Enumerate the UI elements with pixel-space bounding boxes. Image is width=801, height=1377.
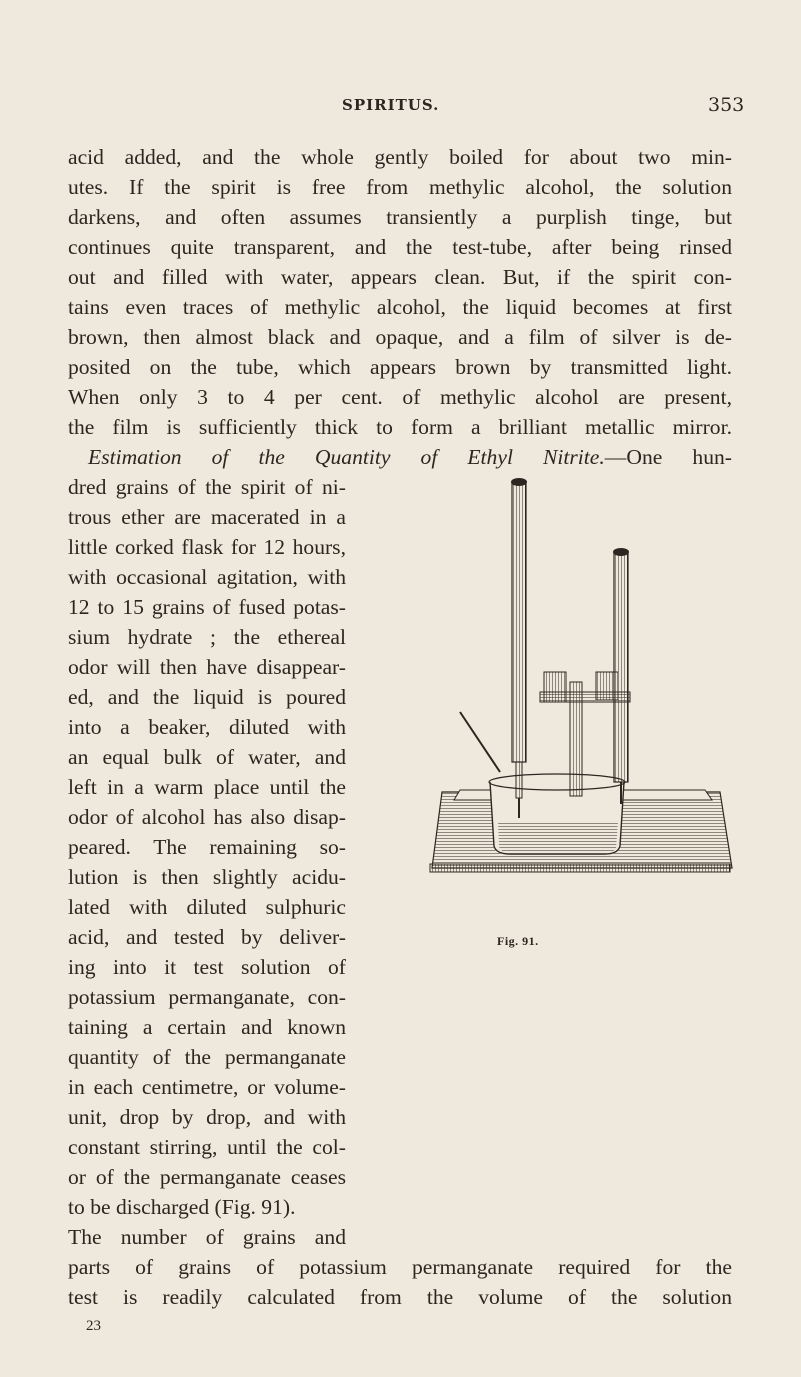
text-line: or of the permanganate ceases [68, 1165, 346, 1189]
text-line: into a beaker, diluted with [68, 715, 346, 739]
right-burette [596, 548, 629, 804]
signature-mark: 23 [86, 1318, 101, 1334]
text-line: in each centimetre, or volume- [68, 1075, 346, 1099]
text-line: The number of grains and [68, 1225, 346, 1249]
text-line: continues quite transparent, and the test-tube, after being rinsed [68, 235, 732, 259]
running-title: SPIRITUS. [342, 96, 440, 114]
text-line: out and filled with water, appears clean. But, if the spirit con- [68, 265, 732, 289]
text-line: acid, and tested by deliver- [68, 925, 346, 949]
text-line: posited on the tube, which appears brown by transmitted light. [68, 355, 732, 379]
text-line: darkens, and often assumes transiently a purplish tinge, but [68, 205, 732, 229]
text-line: constant stirring, until the col- [68, 1135, 346, 1159]
section-lead: —One hun- [604, 445, 732, 469]
text-line: odor of alcohol has also disap- [68, 805, 346, 829]
text-line: dred grains of the spirit of ni- [68, 475, 346, 499]
text-line: odor will then have disappear- [68, 655, 346, 679]
section-heading: Estimation of the Quantity of Ethyl Nitrite. [88, 445, 605, 469]
text-line: with occasional agitation, with [68, 565, 346, 589]
text-line: an equal bulk of water, and [68, 745, 346, 769]
text-line: lated with diluted sulphuric [68, 895, 346, 919]
beaker [489, 774, 625, 854]
page-number: 353 [708, 94, 745, 116]
text-line: When only 3 to 4 per cent. of methylic alcohol are present, [68, 385, 732, 409]
text-line: the film is sufficiently thick to form a brilliant metallic mirror. [68, 415, 732, 439]
text-line: brown, then almost black and opaque, and a film of silver is de- [68, 325, 732, 349]
left-burette [511, 478, 527, 818]
text-line: unit, drop by drop, and with [68, 1105, 346, 1129]
text-line: ed, and the liquid is poured [68, 685, 346, 709]
text-line: utes. If the spirit is free from methylic alcohol, the solution [68, 175, 732, 199]
text-line: sium hydrate ; the ethereal [68, 625, 346, 649]
text-line: test is readily calculated from the volume of the solution [68, 1285, 732, 1309]
text-line: lution is then slightly acidu- [68, 865, 346, 889]
text-line: to be discharged (Fig. 91). [68, 1195, 296, 1219]
figure-caption: Fig. 91. [497, 934, 539, 948]
text-line: left in a warm place until the [68, 775, 346, 799]
text-line: acid added, and the whole gently boiled for about two min- [68, 145, 732, 169]
burette-stand-illustration [420, 472, 742, 882]
text-line: little corked flask for 12 hours, [68, 535, 346, 559]
text-line: parts of grains of potassium permanganate required for the [68, 1255, 732, 1279]
text-line: taining a certain and known [68, 1015, 346, 1039]
running-head [0, 96, 801, 126]
text-line: tains even traces of methylic alcohol, the liquid becomes at first [68, 295, 732, 319]
text-line: potassium permanganate, con- [68, 985, 346, 1009]
text-line: trous ether are macerated in a [68, 505, 346, 529]
section-heading-line [88, 447, 732, 469]
text-line: 12 to 15 grains of fused potas- [68, 595, 346, 619]
text-line: quantity of the permanganate [68, 1045, 346, 1069]
text-line: peared. The remaining so- [68, 835, 346, 859]
text-line: ing into it test solution of [68, 955, 346, 979]
stirring-rod [460, 712, 500, 772]
